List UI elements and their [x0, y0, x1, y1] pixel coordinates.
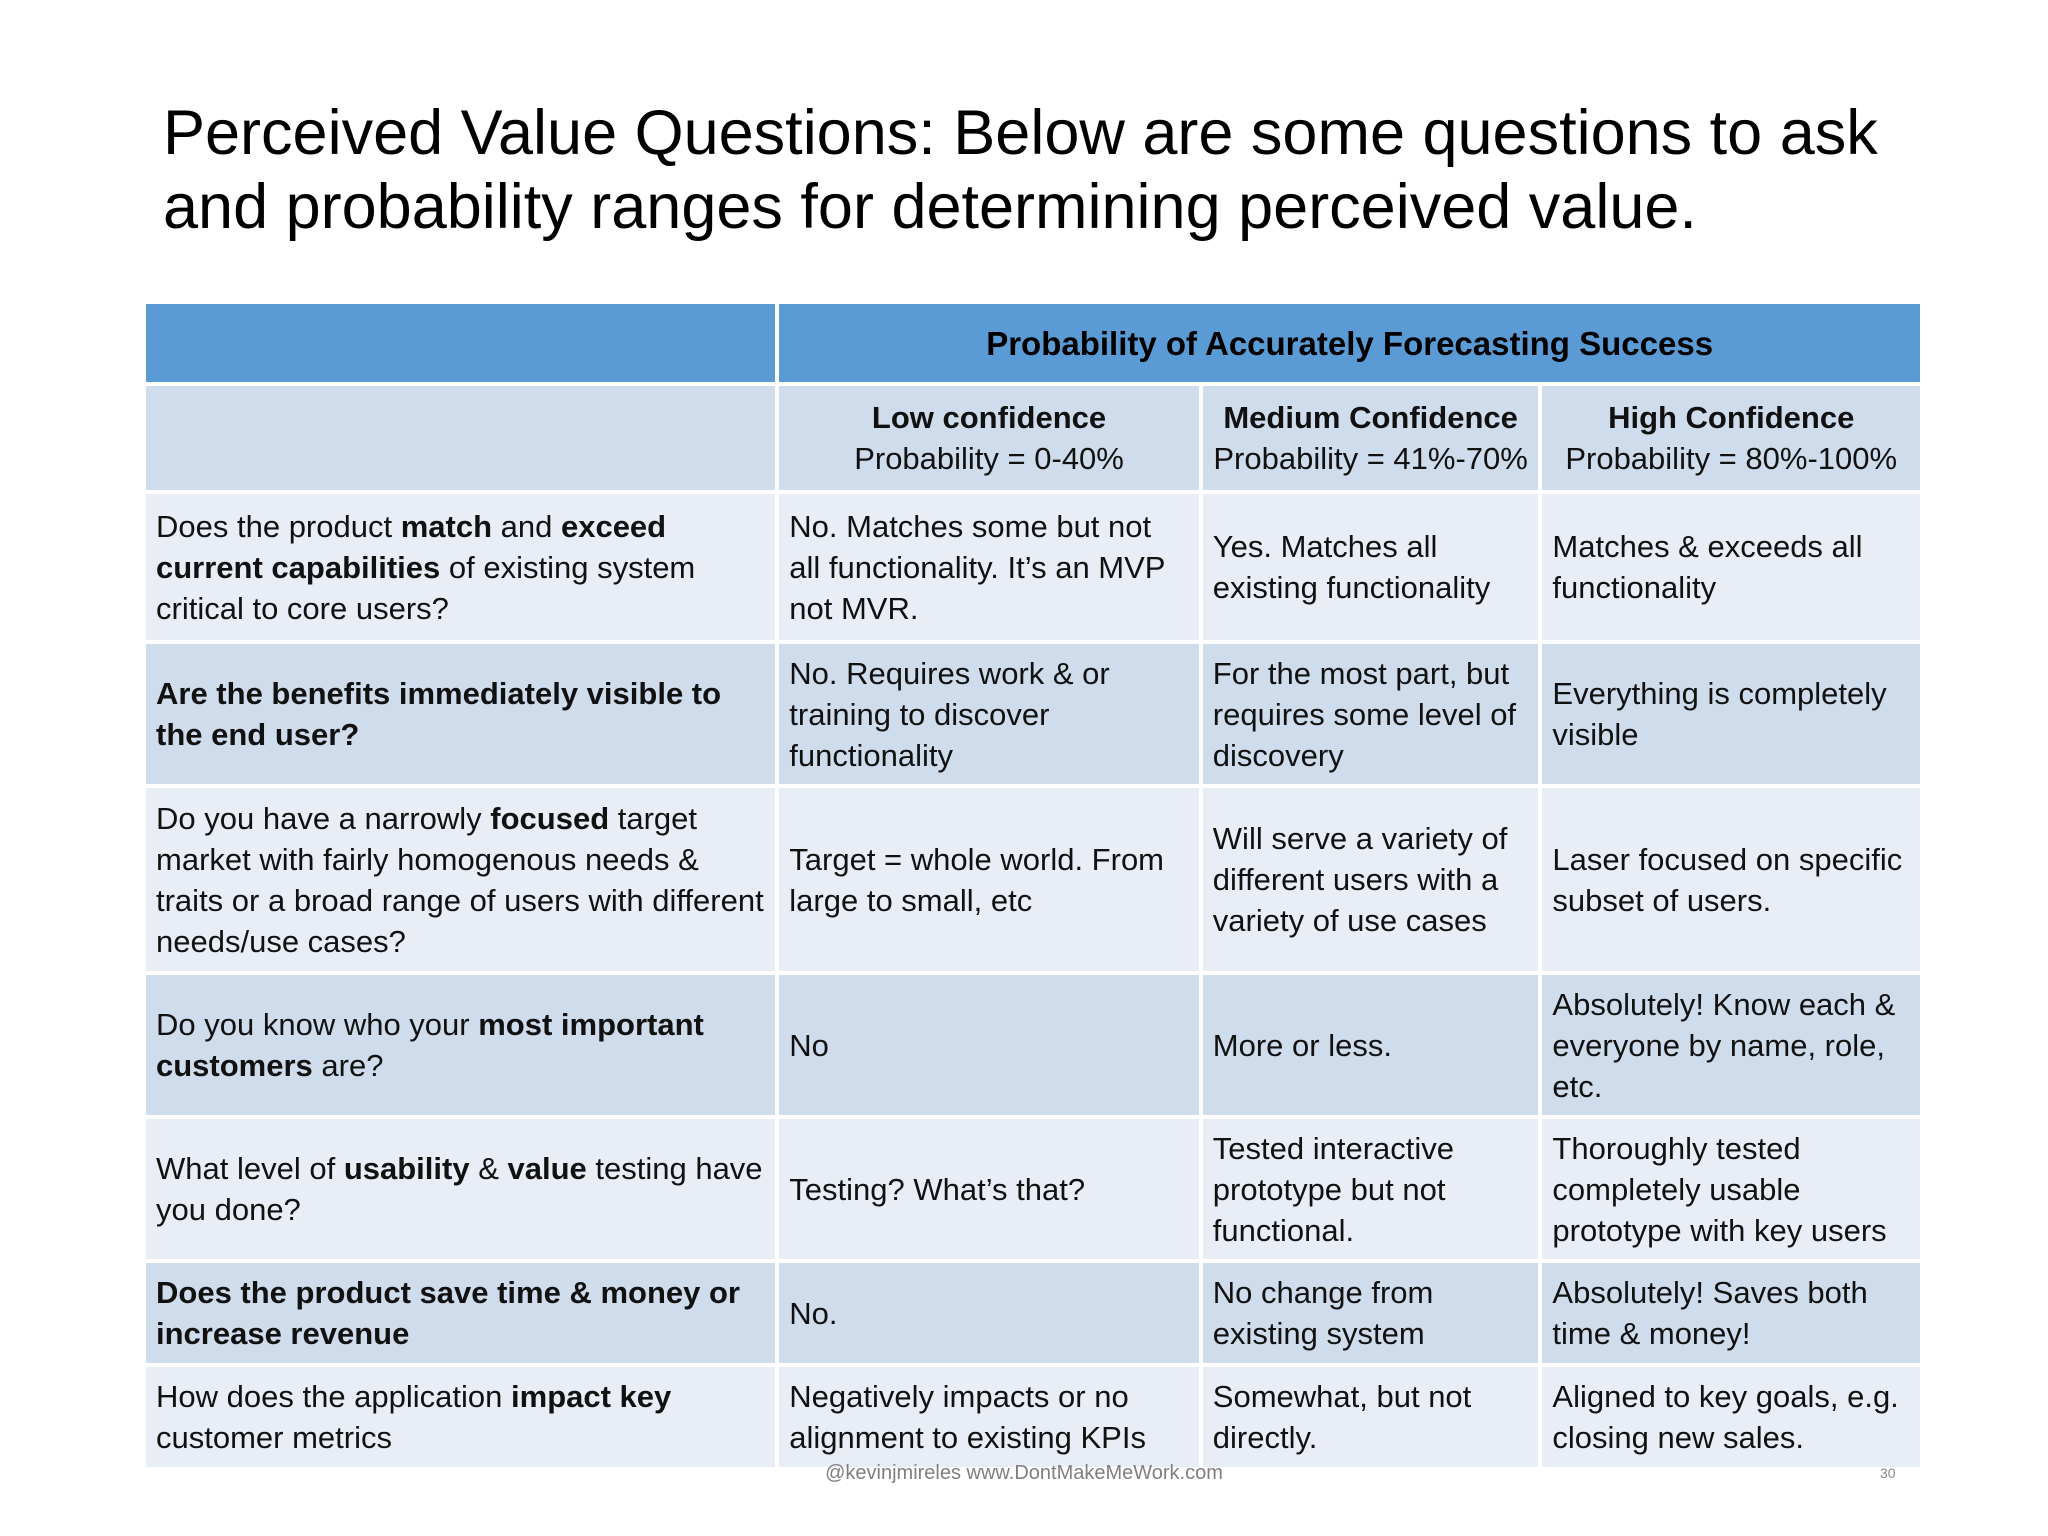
- table-row: [146, 494, 1920, 640]
- column-name: High Confidence: [1608, 400, 1855, 435]
- question-emphasis: impact key: [511, 1379, 672, 1414]
- question-text: Do you have a narrowly: [156, 800, 491, 836]
- question-text: target market with fairly homogenous needs & traits or a broad range of users with different needs/use cases?: [156, 800, 764, 959]
- question-text: How does the application: [156, 1379, 512, 1414]
- high-confidence-cell: Aligned to key goals, e.g. closing new sales.: [1542, 1367, 1920, 1467]
- low-confidence-cell: No.: [779, 1263, 1199, 1363]
- low-confidence-cell: Testing? What’s that?: [779, 1119, 1199, 1259]
- table-row: [146, 975, 1920, 1115]
- question-emphasis: usability: [343, 1151, 470, 1186]
- question-emphasis: value: [507, 1151, 587, 1186]
- header-empty-cell: [146, 304, 775, 382]
- medium-confidence-cell: No change from existing system: [1203, 1263, 1539, 1363]
- probability-table: [142, 300, 1924, 1471]
- question-emphasis: most important customers: [156, 1007, 704, 1083]
- question-emphasis: Does the product save time & money or increase revenue: [156, 1275, 740, 1351]
- question-cell: [146, 788, 775, 971]
- question-cell: [146, 1367, 775, 1467]
- medium-confidence-cell: More or less.: [1203, 975, 1539, 1115]
- table-row: [146, 1367, 1920, 1467]
- table-body: [146, 494, 1920, 1467]
- medium-confidence-cell: Somewhat, but not directly.: [1203, 1367, 1539, 1467]
- column-header-medium: [1203, 386, 1539, 490]
- high-confidence-cell: Matches & exceeds all functionality: [1542, 494, 1920, 640]
- column-header-row: [146, 386, 1920, 490]
- table-header-title: Probability of Accurately Forecasting Success: [779, 304, 1920, 382]
- low-confidence-cell: Negatively impacts or no alignment to existing KPIs: [779, 1367, 1199, 1467]
- low-confidence-cell: Target = whole world. From large to small, etc: [779, 788, 1199, 971]
- medium-confidence-cell: Yes. Matches all existing functionality: [1203, 494, 1539, 640]
- column-probability: Probability = 0-40%: [854, 441, 1124, 476]
- medium-confidence-cell: Tested interactive prototype but not functional.: [1203, 1119, 1539, 1259]
- question-cell: [146, 494, 775, 640]
- table-row: [146, 644, 1920, 784]
- question-cell: [146, 975, 775, 1115]
- question-cell: [146, 1263, 775, 1363]
- question-cell: [146, 1119, 775, 1259]
- slide-title: [163, 96, 1923, 244]
- table-row: [146, 1263, 1920, 1363]
- question-emphasis: Are the benefits immediately visible to the end user?: [156, 676, 722, 752]
- question-emphasis: exceed current capabilities: [156, 508, 667, 585]
- question-text: What level of: [156, 1151, 344, 1186]
- low-confidence-cell: No: [779, 975, 1199, 1115]
- low-confidence-cell: No. Matches some but not all functionality. It’s an MVP not MVR.: [779, 494, 1199, 640]
- footer-credit: @kevinjmireles www.DontMakeMeWork.com: [825, 1462, 1223, 1484]
- high-confidence-cell: Everything is completely visible: [1542, 644, 1920, 784]
- high-confidence-cell: Laser focused on specific subset of users.: [1542, 788, 1920, 971]
- question-text: Do you know who your: [156, 1007, 479, 1042]
- high-confidence-cell: Absolutely! Saves both time & money!: [1542, 1263, 1920, 1363]
- low-confidence-cell: No. Requires work & or training to discover functionality: [779, 644, 1199, 784]
- question-text: customer metrics: [156, 1420, 392, 1455]
- question-text: testing have you done?: [156, 1151, 763, 1227]
- question-text: and: [492, 508, 561, 544]
- question-emphasis: match: [400, 508, 493, 544]
- question-text: of existing system critical to core users?: [156, 549, 696, 626]
- slide-title-rest: : Below are some questions to ask and probability ranges for determining perceived value.: [163, 98, 1878, 242]
- table-row: [146, 1119, 1920, 1259]
- column-probability: Probability = 80%-100%: [1565, 441, 1898, 476]
- high-confidence-cell: Absolutely! Know each & everyone by name, role, etc.: [1542, 975, 1920, 1115]
- question-text: &: [469, 1151, 508, 1186]
- question-text: Does the product: [156, 508, 401, 544]
- question-cell: [146, 644, 775, 784]
- slide-title-bold: Perceived Value Questions: [163, 98, 919, 168]
- table-header-row: [146, 304, 1920, 382]
- column-header-high: [1542, 386, 1920, 490]
- high-confidence-cell: Thoroughly tested completely usable prototype with key users: [1542, 1119, 1920, 1259]
- column-name: Medium Confidence: [1223, 400, 1518, 435]
- page-number: 30: [1880, 1465, 1896, 1481]
- question-emphasis: focused: [490, 800, 610, 836]
- table-row: [146, 788, 1920, 971]
- column-name: Low confidence: [871, 400, 1107, 435]
- column-header-low: [779, 386, 1199, 490]
- medium-confidence-cell: For the most part, but requires some level of discovery: [1203, 644, 1539, 784]
- medium-confidence-cell: Will serve a variety of different users with a variety of use cases: [1203, 788, 1539, 971]
- column-header-empty-cell: [146, 386, 775, 490]
- column-probability: Probability = 41%-70%: [1213, 441, 1528, 476]
- question-text: are?: [312, 1048, 384, 1083]
